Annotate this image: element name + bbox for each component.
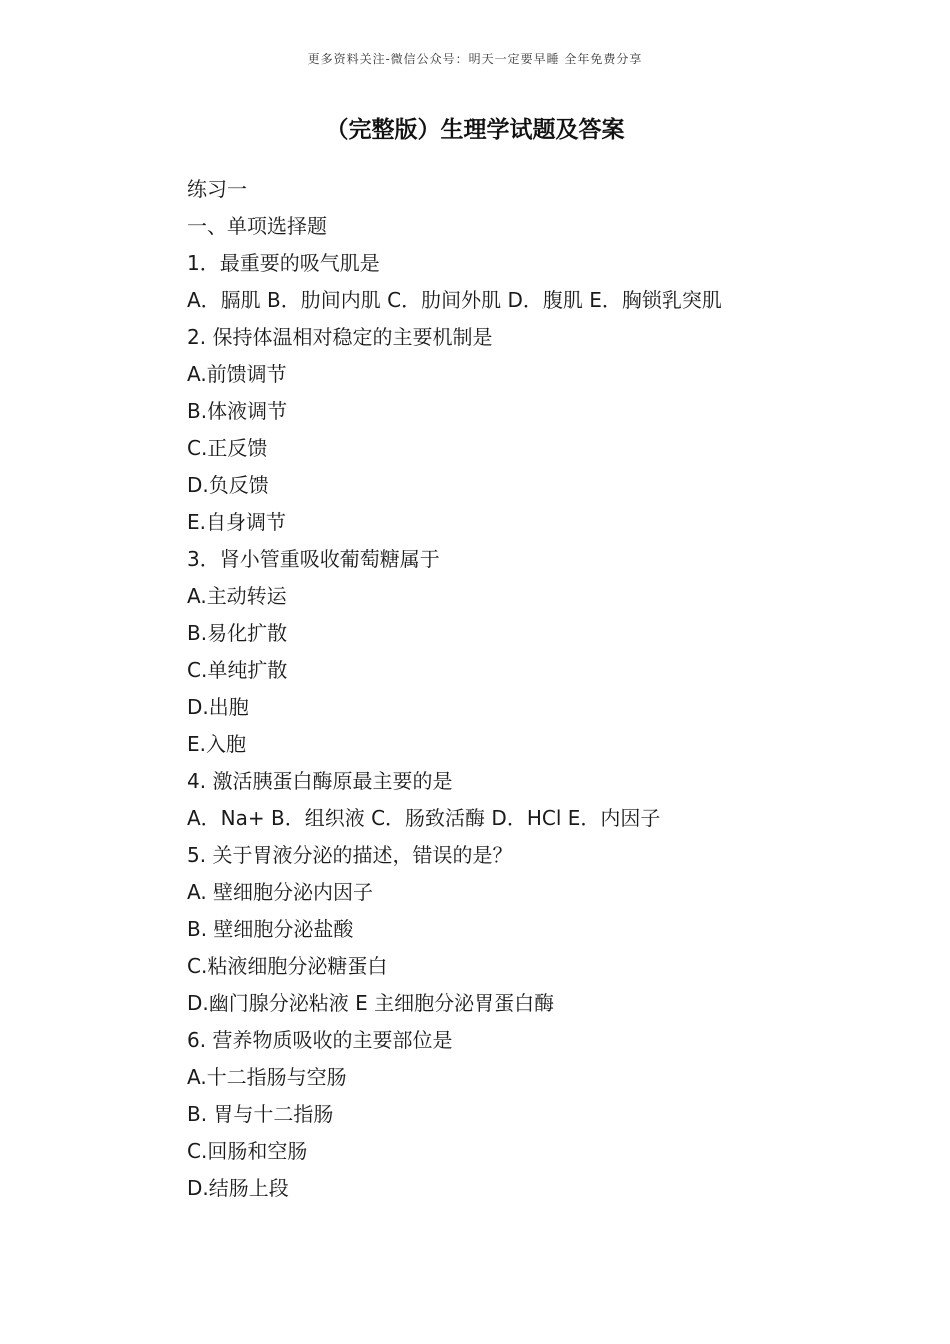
section-heading: 一、单项选择题 <box>187 214 327 238</box>
question-5-option-b: B. 壁细胞分泌盐酸 <box>187 917 354 941</box>
question-3: 3．肾小管重吸收葡萄糖属于 <box>187 547 440 571</box>
question-5: 5. 关于胃液分泌的描述，错误的是？ <box>187 843 513 867</box>
question-2-option-a: A.前馈调节 <box>187 362 287 386</box>
question-3-option-d: D.出胞 <box>187 695 249 719</box>
question-5-option-a: A. 壁细胞分泌内因子 <box>187 880 374 904</box>
question-4-options: A．Na+ B．组织液 C．肠致活酶 D．HCl E．内因子 <box>187 806 661 830</box>
question-6-option-b: B. 胃与十二指肠 <box>187 1102 334 1126</box>
question-5-option-c: C.粘液细胞分泌糖蛋白 <box>187 954 388 978</box>
question-2-option-c: C.正反馈 <box>187 436 268 460</box>
header-note: 更多资料关注-微信公众号：明天一定要早睡 全年免费分享 <box>307 52 643 66</box>
question-5-option-d-e: D.幽门腺分泌粘液 E 主细胞分泌胃蛋白酶 <box>187 991 555 1015</box>
question-4: 4. 激活胰蛋白酶原最主要的是 <box>187 769 453 793</box>
question-2-option-d: D.负反馈 <box>187 473 269 497</box>
question-2-option-b: B.体液调节 <box>187 399 288 423</box>
question-2-option-e: E.自身调节 <box>187 510 286 534</box>
question-6: 6. 营养物质吸收的主要部位是 <box>187 1028 453 1052</box>
question-3-option-b: B.易化扩散 <box>187 621 288 645</box>
question-2: 2. 保持体温相对稳定的主要机制是 <box>187 325 493 349</box>
document-title: （完整版）生理学试题及答案 <box>325 117 625 143</box>
question-6-option-a: A.十二指肠与空肠 <box>187 1065 347 1089</box>
question-1: 1．最重要的吸气肌是 <box>187 251 380 275</box>
question-6-option-c: C.回肠和空肠 <box>187 1139 308 1163</box>
section-label: 练习一 <box>187 177 247 201</box>
question-list <box>187 171 887 1207</box>
question-1-options: A．膈肌 B．肋间内肌 C．肋间外肌 D．腹肌 E．胸锁乳突肌 <box>187 288 722 312</box>
question-3-option-e: E.入胞 <box>187 732 246 756</box>
question-6-option-d: D.结肠上段 <box>187 1176 289 1200</box>
question-3-option-c: C.单纯扩散 <box>187 658 288 682</box>
question-3-option-a: A.主动转运 <box>187 584 287 608</box>
